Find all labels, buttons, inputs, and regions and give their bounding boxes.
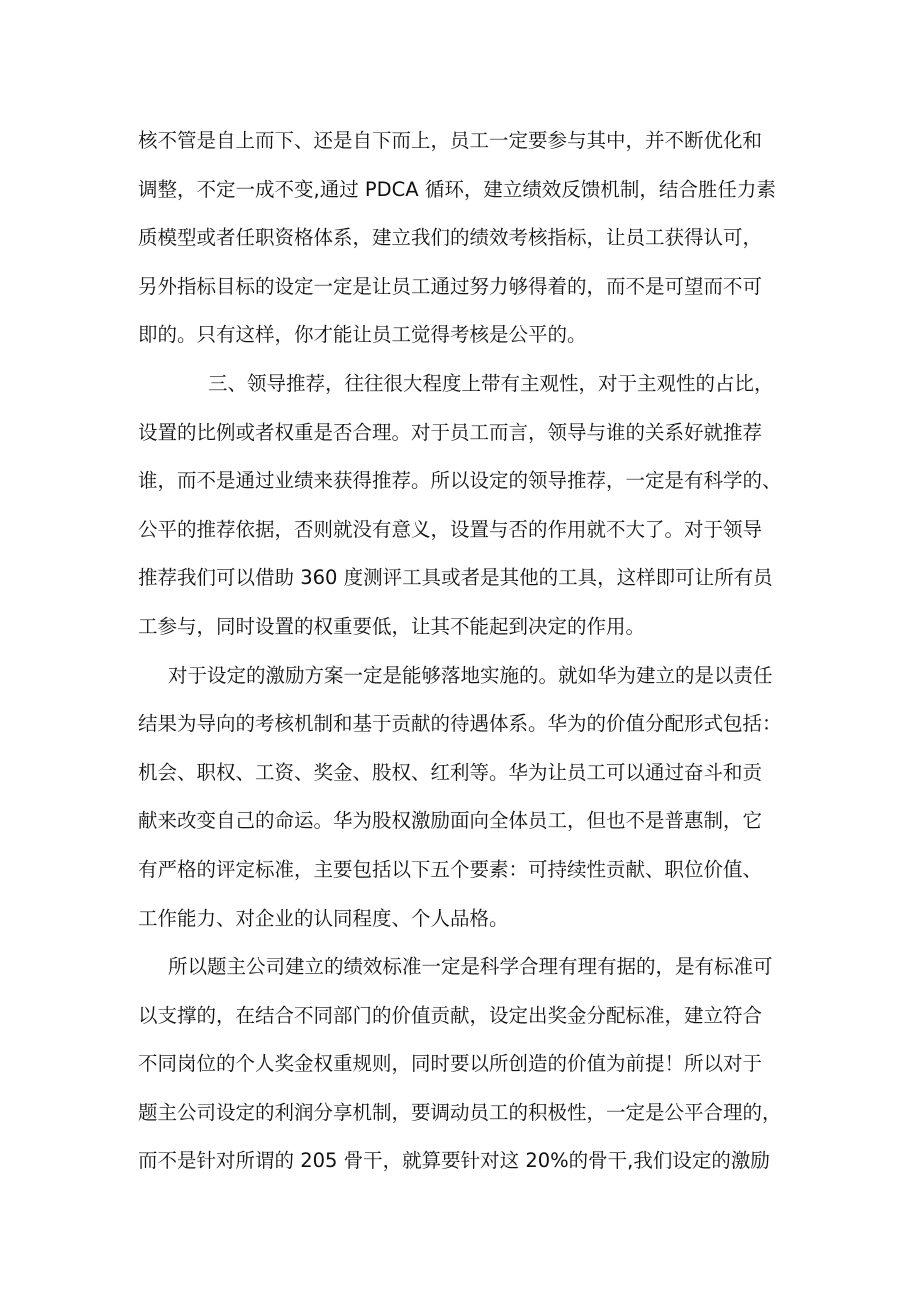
text-line: 推荐我们可以借助 360 度测评工具或者是其他的工具，这样即可让所有员 xyxy=(138,566,773,590)
text-line: 工作能力、对企业的认同程度、个人品格。 xyxy=(138,906,509,930)
paragraph-1 xyxy=(138,117,802,360)
body-text xyxy=(138,117,802,1186)
paragraph-2 xyxy=(138,360,802,652)
text-line: 题主公司设定的利润分享机制，要调动员工的积极性，一定是公平合理的， xyxy=(138,1100,782,1124)
text-line: 质模型或者任职资格体系，建立我们的绩效考核指标，让员工获得认可， xyxy=(138,226,763,250)
text-line: 机会、职权、工资、奖金、股权、红利等。华为让员工可以通过奋斗和贡 xyxy=(138,760,763,784)
text-line: 核不管是自上而下、还是自下而上，员工一定要参与其中，并不断优化和 xyxy=(138,129,763,152)
text-line: 结果为导向的考核机制和基于贡献的待遇体系。华为的价值分配形式包括： xyxy=(138,712,782,736)
text-line: 设置的比例或者权重是否合理。对于员工而言，领导与谁的关系好就推荐 xyxy=(138,420,763,444)
text-line: 对于设定的激励方案一定是能够落地实施的。就如华为建立的是以责任 xyxy=(168,663,773,687)
text-line: 有严格的评定标准，主要包括以下五个要素：可持续性贡献、职位价值、 xyxy=(138,857,763,881)
text-line: 工参与，同时设置的权重要低，让其不能起到决定的作用。 xyxy=(138,614,646,638)
text-line: 三、领导推荐，往往很大程度上带有主观性，对于主观性的占比， xyxy=(208,371,774,395)
text-line: 另外指标目标的设定一定是让员工通过努力够得着的，而不是可望而不可 xyxy=(138,274,763,298)
paragraph-4 xyxy=(138,943,802,1186)
text-line: 公平的推荐依据，否则就没有意义，设置与否的作用就不大了。对于领导 xyxy=(138,517,763,541)
text-line: 而不是针对所谓的 205 骨干，就算要针对这 20%的骨干,我们设定的激励 xyxy=(138,1149,770,1173)
text-line: 谁，而不是通过业绩来获得推荐。所以设定的领导推荐，一定是有科学的、 xyxy=(138,469,782,493)
paragraph-3 xyxy=(138,652,802,944)
text-line: 即的。只有这样，你才能让员工觉得考核是公平的。 xyxy=(138,323,587,347)
text-line: 以支撑的，在结合不同部门的价值贡献，设定出奖金分配标准，建立符合 xyxy=(138,1003,763,1027)
text-line: 调整，不定一成不变,通过 PDCA 循环，建立绩效反馈机制，结合胜任力素 xyxy=(138,177,776,201)
text-line: 献来改变自己的命运。华为股权激励面向全体员工，但也不是普惠制，它 xyxy=(138,809,763,833)
text-line: 所以题主公司建立的绩效标准一定是科学合理有理有据的，是有标准可 xyxy=(168,955,773,979)
text-line: 不同岗位的个人奖金权重规则，同时要以所创造的价值为前提！所以对于 xyxy=(138,1052,763,1076)
